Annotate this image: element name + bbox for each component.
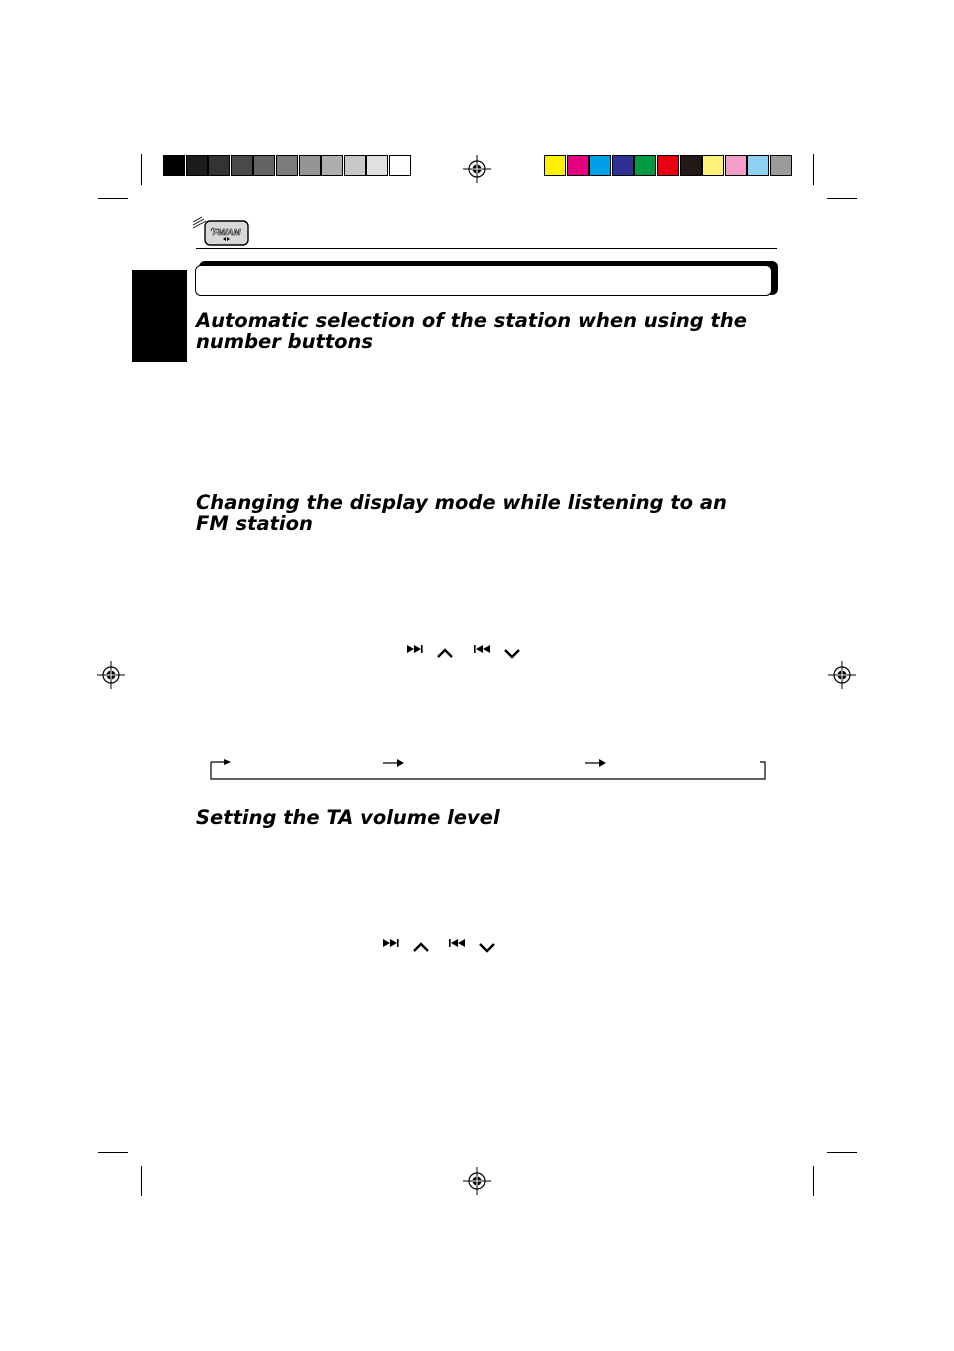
calibration-swatch <box>163 155 185 176</box>
calibration-swatch <box>389 155 411 176</box>
crop-mark <box>141 154 142 185</box>
calibration-swatch <box>186 155 208 176</box>
calibration-swatch <box>366 155 388 176</box>
registration-mark-icon <box>828 661 856 689</box>
crop-mark <box>813 154 814 185</box>
skip-prev-down-icon <box>473 643 523 659</box>
skip-next-up-icon <box>406 643 456 659</box>
calibration-swatch <box>702 155 724 176</box>
registration-mark-icon <box>463 155 491 183</box>
header-rule <box>196 248 777 249</box>
skip-prev-down-icon <box>448 937 498 953</box>
registration-mark-icon <box>97 661 125 689</box>
calibration-swatch <box>276 155 298 176</box>
calibration-swatch <box>321 155 343 176</box>
calibration-swatch <box>344 155 366 176</box>
display-mode-cycle-diagram <box>208 752 768 782</box>
calibration-swatch <box>634 155 656 176</box>
crop-mark <box>98 198 128 199</box>
calibration-swatch <box>747 155 769 176</box>
calibration-swatch <box>657 155 679 176</box>
calibration-swatch <box>770 155 792 176</box>
calibration-swatch <box>612 155 634 176</box>
crop-mark <box>827 198 857 199</box>
calibration-swatch <box>589 155 611 176</box>
right-arrow-icon <box>383 754 405 773</box>
calibration-swatch <box>725 155 747 176</box>
section-heading-display-mode: Changing the display mode while listening to an FM station <box>196 491 727 535</box>
calibration-swatch <box>208 155 230 176</box>
fm-am-button-icon <box>192 215 250 247</box>
crop-mark <box>98 1152 128 1153</box>
calibration-swatch <box>680 155 702 176</box>
calibration-swatch <box>544 155 566 176</box>
registration-mark-icon <box>463 1167 491 1195</box>
calibration-swatch <box>567 155 589 176</box>
crop-mark <box>827 1152 857 1153</box>
section-heading-auto-selection: Automatic selection of the station when using the number buttons <box>196 309 747 353</box>
skip-next-up-icon <box>382 937 432 953</box>
language-side-tab <box>132 270 187 362</box>
calibration-swatch <box>299 155 321 176</box>
crop-mark <box>141 1166 142 1196</box>
calibration-swatch <box>253 155 275 176</box>
calibration-swatch <box>231 155 253 176</box>
right-arrow-icon <box>585 754 607 773</box>
fm-am-label: FM/AM <box>212 227 241 237</box>
section-heading-ta-volume: Setting the TA volume level <box>196 806 500 829</box>
crop-mark <box>813 1166 814 1196</box>
title-box <box>195 265 772 296</box>
